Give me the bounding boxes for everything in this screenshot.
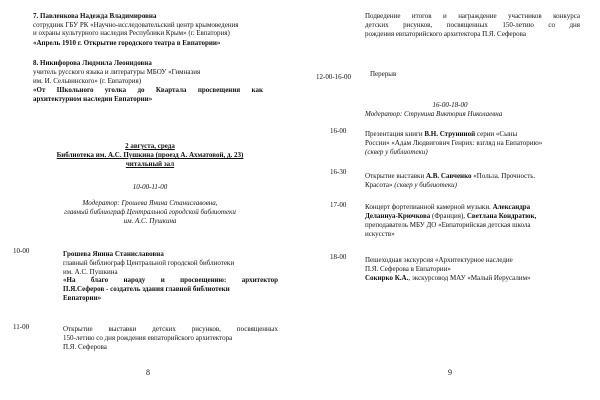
speaker-7-role-line2: и охраны культурного наследия Республики Крым» (г. Евпатория)	[33, 29, 230, 37]
session-moderator-line3: им. А.С. Пушкина	[123, 217, 177, 225]
item-1630-time: 16-30	[330, 168, 347, 176]
speaker-8-heading: 8. Никифорова Людмила Леонидовна	[33, 59, 152, 67]
session-moderator-right: Модератор: Струнина Виктория Николаевна	[365, 110, 503, 118]
page-number-right: 9	[448, 368, 452, 377]
day-venue-line1: Библиотека им. А.С. Пушкина (проезд А. Ахматовой, д. 23)	[56, 151, 244, 159]
break-label: Перерыв	[370, 70, 397, 78]
item-1100-line2: 150-летию со дня рождения евпаторийского архитектора	[63, 334, 233, 342]
item-1800-line2: П.Я. Сеферова в Евпатории»	[365, 265, 451, 273]
item-1000-role-line1: главный библиограф Центральной городской библиотеки	[63, 259, 235, 267]
speaker-7-topic: «Апрель 1910 г. Открытие городского театра в Евпатории»	[33, 39, 221, 47]
speaker-7-heading: 7. Павленкова Надежда Владимировна	[33, 12, 157, 20]
item-1600-line3: (сквер у библиотеки)	[365, 148, 428, 156]
top-block-line2: детских рисунков, посвященных 150-летию со дня	[365, 21, 580, 29]
session-time-right: 16-00-18-00	[432, 101, 468, 109]
page-number-left: 8	[146, 368, 150, 377]
speaker-8-role-line2: им. И. Сельвинского» (г. Евпатория)	[33, 77, 142, 85]
item-1600-time: 16-00	[330, 127, 347, 135]
item-1700-line4: искусств»	[365, 230, 395, 238]
day-date: 2 августа, среда	[125, 142, 175, 150]
item-1700-line3: преподаватель МБУ ДО «Евпаторийская детская школа	[365, 221, 531, 229]
top-block-line1: Подведение итогов и награждение участников конкурса	[365, 12, 580, 20]
session-moderator-line2: главный библиограф Центральной городской библиотеки	[64, 208, 236, 216]
item-1800-line3: Сокирко К.А., экскурсовод МАУ «Малый Иерусалим»	[365, 274, 531, 282]
item-1700-line1: Концерт фортепианной камерной музыки. Александра	[365, 203, 531, 211]
item-1000-time: 10-00	[13, 247, 30, 255]
item-1100-line3: П.Я. Сеферова	[63, 343, 107, 351]
item-1000-topic-line1: «На благо народу и просвещению: архитектор	[63, 276, 278, 284]
speaker-8-topic-line2: архитектурном наследии Евпатории»	[33, 95, 153, 103]
item-1000-topic-line2: П.Я.Сеферов - создатель здания главной библиотеки	[63, 285, 230, 293]
item-1700-line2: Деланнуа-Крючкова (Франция), Светлана Кондратюк,	[365, 212, 537, 220]
item-1000-name: Грошева Янина Станиславовна	[63, 250, 164, 258]
right-page	[300, 0, 600, 400]
item-1630-line1: Открытие выставки А.В. Савченко «Польза. Прочность.	[365, 172, 536, 180]
session-moderator-line1: Модератор: Грошева Янина Станиславовна,	[82, 199, 218, 207]
item-1800-time: 18-00	[330, 253, 347, 261]
day-venue-line2: читальный зал	[125, 160, 175, 168]
item-1100-time: 11-00	[13, 323, 30, 331]
top-block-line3: рождения евпаторийского архитектора П.Я. Сеферова	[365, 30, 526, 38]
item-1600-line2: России» «Адам Людвигович Генрих: взгляд на Евпаторию»	[365, 139, 543, 147]
item-1100-line1: Открытие выставки детских рисунков, посвященных	[63, 325, 278, 333]
speaker-8-topic-line1: «От Школьного уголка до Квартала просвещения как	[33, 86, 263, 94]
item-1630-line2: Красота» (сквер у библиотеки)	[365, 181, 457, 189]
item-1000-role-line2: им. А.С. Пушкина	[63, 268, 118, 276]
item-1000-topic-line3: Евпатории»	[63, 294, 102, 302]
item-1800-line1: Пешеходная экскурсия «Архитектурное наследие	[365, 256, 513, 264]
item-1700-time: 17-00	[330, 201, 347, 209]
item-1600-line1: Презентация книги В.Н. Струниной серии «Сыны	[365, 130, 518, 138]
session-time: 10-00-11-00	[132, 183, 168, 191]
speaker-8-role-line1: учитель русского языка и литературы МБОУ «Гимназия	[33, 68, 201, 76]
speaker-7-role-line1: сотрудник ГБУ РК «Научно-исследовательский центр крымоведения	[33, 21, 239, 29]
break-time: 12-00-16-00	[316, 73, 351, 81]
